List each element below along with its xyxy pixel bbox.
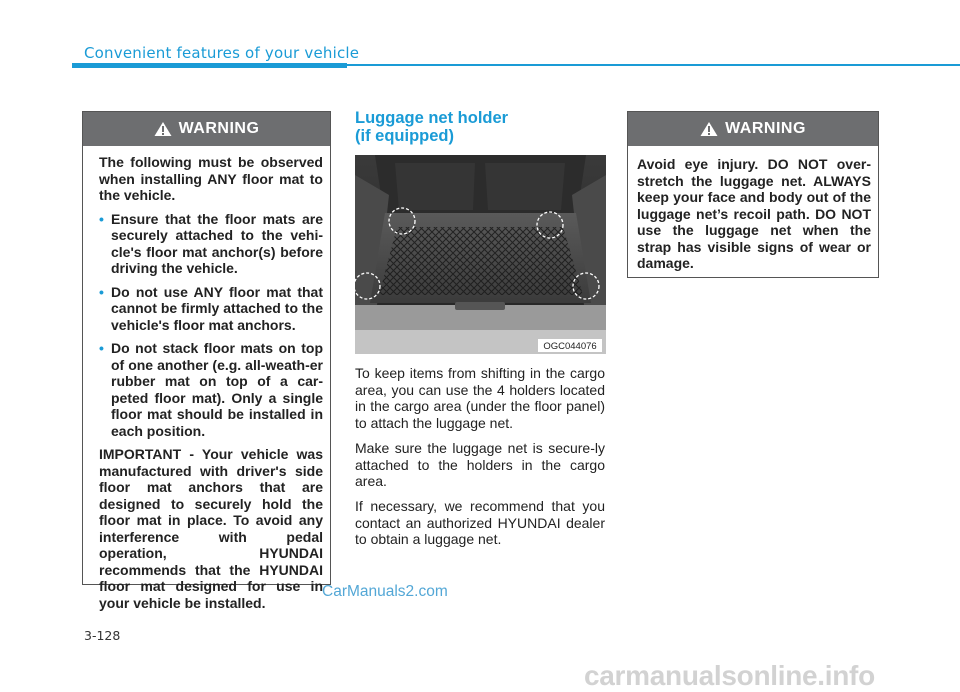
body-paragraph: If necessary, we recommend that you contact an authorized HYUNDAI dealer to obtain a luggage net. <box>355 497 605 548</box>
warning-bullet: • Do not use ANY floor mat that cannot be firmly attached to the vehicle's floor mat anchors. <box>99 283 323 333</box>
section-body <box>355 365 605 556</box>
warning-header <box>83 112 330 146</box>
warning-bullet-list <box>99 211 323 440</box>
warning-important-note: IMPORTANT - Your vehicle was manufactured with driver's side floor mat anchors that are designed to securely hold the floor mat in place. To avoid any interference with pedal operation, HYUNDAI recommends that the HYUNDAI floor mat designed for use in your vehicle be installed. <box>99 446 323 611</box>
warning-bullet: • Do not stack floor mats on top of one another (e.g. all-weath-er rubber mat on top of a car-peted floor mat). Only a single floor mat should be installed in each position. <box>99 340 323 439</box>
bullet-dot-icon: • <box>99 283 104 300</box>
image-code-label: OGC044076 <box>543 341 597 352</box>
warning-intro: The following must be observed when installing ANY floor mat to the vehicle. <box>99 154 323 203</box>
warning-heading: WARNING <box>178 120 260 137</box>
bullet-dot-icon: • <box>99 340 104 356</box>
section-header-title: Convenient features of your vehicle <box>84 44 360 62</box>
warning-header <box>628 112 878 146</box>
page-number: 3-128 <box>84 628 121 643</box>
warning-text: Avoid eye injury. DO NOT over-stretch the luggage net. ALWAYS keep your face and body out of the luggage net’s recoil path. DO NOT use the luggage net when the strap has visible signs of wear or damage. <box>637 156 871 271</box>
warning-triangle-icon <box>154 121 172 137</box>
footer-watermark: carmanualsonline.info <box>584 660 875 691</box>
section-title: Luggage net holder (if equipped) <box>355 109 509 145</box>
body-paragraph: Make sure the luggage net is secure-ly attached to the holders in the cargo area. <box>355 439 605 490</box>
bullet-dot-icon: • <box>99 210 104 227</box>
header-accent-bar <box>72 63 347 68</box>
watermark-link[interactable]: CarManuals2.com <box>322 583 448 600</box>
warning-heading: WARNING <box>725 120 806 137</box>
floor-mat-warning-box <box>82 111 331 611</box>
warning-bullet: • Ensure that the floor mats are securely attached to the vehi-cle's floor mat anchor(s) before driving the vehicle. <box>99 210 323 276</box>
cargo-area-photo <box>355 155 606 354</box>
warning-triangle-icon <box>700 121 718 137</box>
body-paragraph: To keep items from shifting in the cargo area, you can use the 4 holders located in the cargo area (under the floor panel) to attach the luggage net. <box>355 365 605 432</box>
luggage-net-warning-box <box>627 111 879 278</box>
